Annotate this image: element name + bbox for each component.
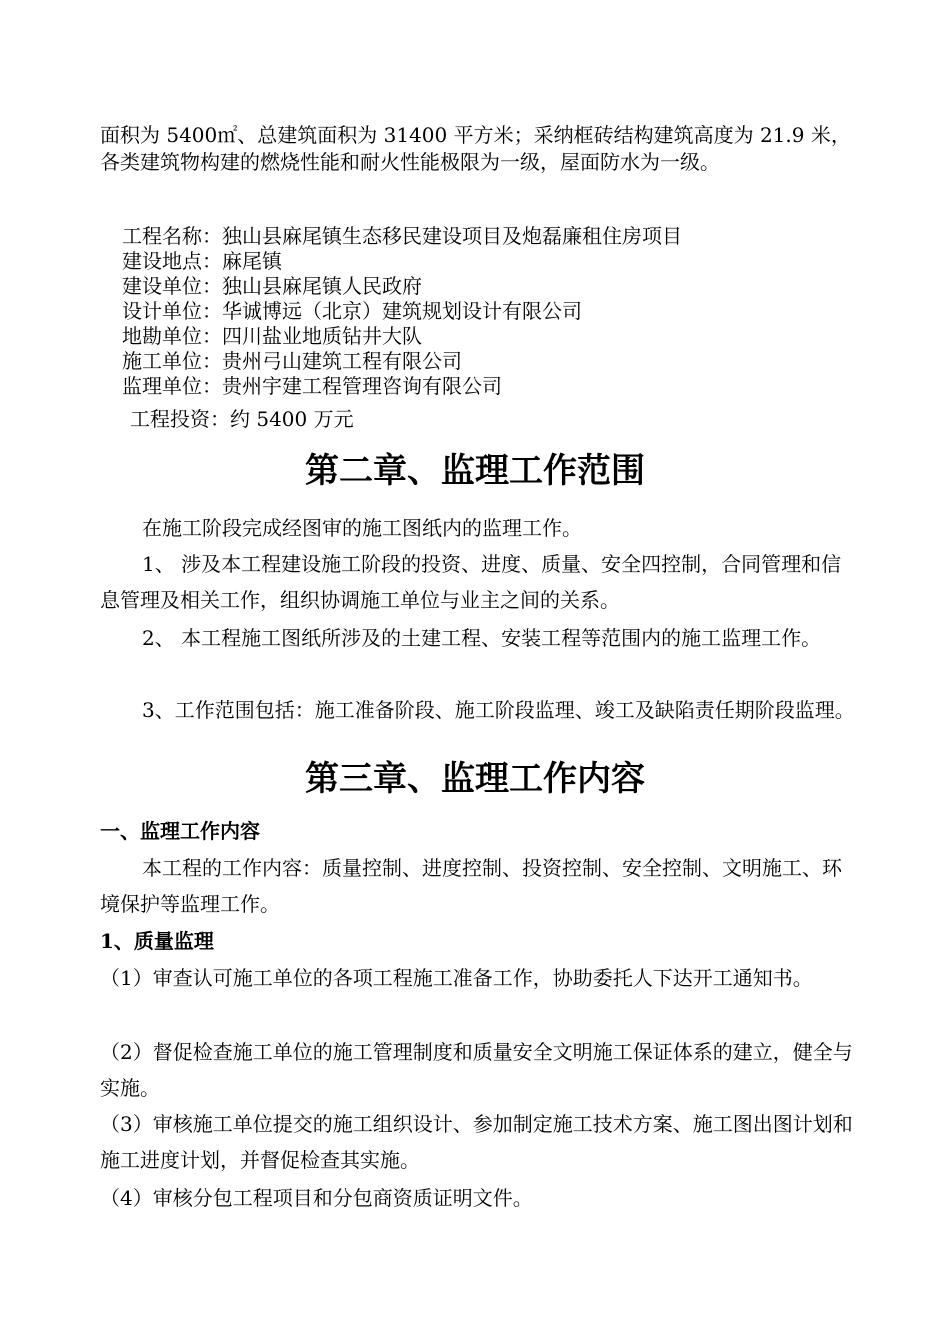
chapter-2-paragraph-1: 在施工阶段完成经图审的施工图纸内的监理工作。 [142,516,582,540]
project-contractor: 施工单位：贵州弓山建筑工程有限公司 [122,349,462,373]
quality-item-2: （2）督促检查施工单位的施工管理制度和质量安全文明施工保证体系的建立，健全与实施。 [100,1040,853,1100]
chapter-2-item-2: 2、 本工程施工图纸所涉及的土建工程、安装工程等范围内的施工监理工作。 [142,626,822,650]
quality-item-3: （3）审核施工单位提交的施工组织设计、参加制定施工技术方案、施工图出图计划和施工进度计划，并督促检查其实施。 [100,1112,853,1172]
subsection-1-heading: 1、质量监理 [100,929,214,953]
section-1-heading: 一、监理工作内容 [100,819,260,843]
section-1-text: 本工程的工作内容：质量控制、进度控制、投资控制、安全控制、文明施工、环境保护等监理工作。 [100,856,842,916]
project-name: 工程名称：独山县麻尾镇生态移民建设项目及炮磊廉租住房项目 [122,224,682,248]
chapter-3-title: 第三章、监理工作内容 [305,759,645,799]
chapter-2-item-1: 1、 涉及本工程建设施工阶段的投资、进度、质量、安全四控制，合同管理和信息管理及相关工作，组织协调施工单位与业主之间的关系。 [100,552,842,612]
project-investment: 工程投资：约 5400 万元 [130,407,354,431]
project-designer: 设计单位：华诚博远（北京）建筑规划设计有限公司 [122,299,582,323]
project-supervisor: 监理单位：贵州宇建工程管理咨询有限公司 [122,374,502,398]
chapter-2-title: 第二章、监理工作范围 [305,451,645,491]
chapter-2-item-3: 3、工作范围包括：施工准备阶段、施工阶段监理、竣工及缺陷责任期阶段监理。 [142,698,855,722]
project-survey-unit: 地勘单位：四川盐业地质钻井大队 [122,324,422,348]
quality-item-4: （4）审核分包工程项目和分包商资质证明文件。 [100,1186,533,1210]
project-owner: 建设单位：独山县麻尾镇人民政府 [122,274,422,298]
intro-paragraph: 面积为 5400㎡、总建筑面积为 31400 平方米；采纳框砖结构建筑高度为 21.9 米，各类建筑物构建的燃烧性能和耐火性能极限为一级，屋面防水为一级。 [100,123,851,174]
quality-item-1: （1）审查认可施工单位的各项工程施工准备工作，协助委托人下达开工通知书。 [100,966,813,990]
project-location: 建设地点：麻尾镇 [122,249,282,273]
